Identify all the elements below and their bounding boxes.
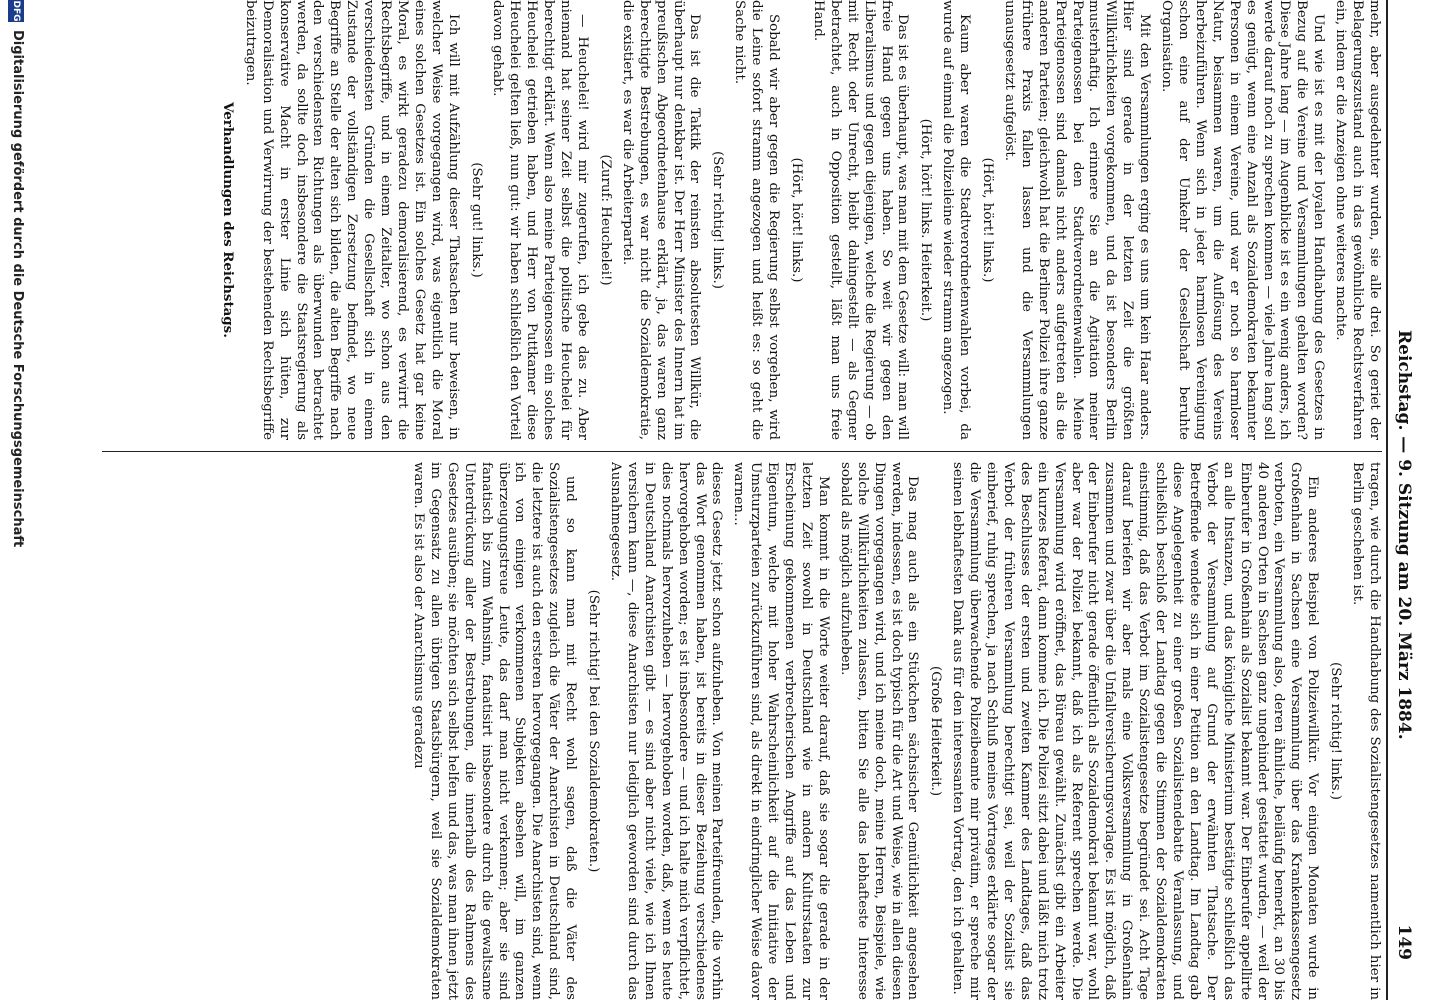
page-header [1390,0,1414,1000]
interjection: (Sehr richtig! links.) [1328,662,1344,800]
paragraph: Das mag auch als ein Stückchen sächsischer Gemütlichkeit angesehen werden, indessen, es ist doch typisch für die Art und Weise, wie in allen diesen Dingen vorgegangen wird, und ich meine doch, meine Herren, Beispiele, wie solche Willkürlichkeiten zulassen, bitten Sie alle das lebhafteste Interesse sobald als möglich aufzuheben. [837,462,921,1000]
interjection: (Sehr richtig! links.) [710,151,726,289]
paragraph: Das ist es überhaupt, was man mit dem Gesetze will: man will freie Hand gegen uns haben. So weit wir gegen den Liberalismus und gegen diejenigen, welche die Regierung — ob mit Recht oder Unrecht, bleibt dahingestellt — als Gegner betrachtet, auch in Opposition gestellt, läßt man uns freie Hand. [810,0,911,440]
proceedings-footer: Verhandlungen des Reichstags. [219,102,236,338]
paragraph: — Heuchelei! wird mir zugerufen, ich gebe das zu. Aber niemand hat seiner Zeit selbst die politische Heuchelei für berechtigt erklärt. Wenn also meine Parteigenossen ein solches Heuchelei getrieben haben, und Herr von Puttkamer diese Heuchelei gelten ließ, nun gut: wir haben schließlich den Vorteil davon gehabt. [490,0,591,440]
paragraph: Ich will mit Aufzählung dieser Thatsachen nur beweisen, in welcher Weise vorgegangen wird, was eigentlich die Moral eines solchen Gesetzes ist. Ein solches Gesetz hat gar keine Moral, es wirkt geradezu demoralisierend, es verwirrt die Rechtsbegriffe, und in einem Zeitalter, wo schon aus den verschiedensten Gründen die Gesellschaft sich in einem Zustande der vollständigen Zersetzung befindet, wo neue Begriffe an Stelle der alten sich bilden, die alten Begriffe nach den verschiedensten Richtungen als überwunden betrachtet werden, da sollte doch insbesondere die Staatsregierung als konservative Macht in erster Linie sich hüten, zur Demoralisation und Verwirrung der bestehenden Rechtsbegriffe beizutragen. [242,0,461,440]
page-number: 149 [1394,924,1414,960]
interjection: (Hört, hört! links. Heiterkeit.) [918,118,934,322]
digitization-credit: Digitalisierung gefördert durch die Deutsche Forschungsgemeinschaft [10,30,25,548]
paragraph: Man kommt in die Worte weiter darauf, daß sie sogar die gerade in der letzten Zeit sowohl in Deutschland wie in andern Kulturstaaten zur Erscheinung gekommenen verbrecherischen Angriffe auf das Leben und Eigentum, welche mit hoher Wahrscheinlichkeit auf die Initiative der Umsturzparteien zurückzuführen sind, als direkt in eindringlicher Weise davor warnen... [731,462,831,1000]
interjection: (Sehr richtig! bei den Sozialdemokraten.) [586,589,602,873]
header-rule [1386,0,1388,1000]
paragraph: tragen, wie durch die Handhabung des Sozialistengesetzes namentlich hier in Berlin geschehen ist. [1350,462,1382,1000]
interjection: (Hört, hört! links.) [789,157,804,283]
interjection: (Zuruf: Heuchelei!) [597,154,613,286]
right-column [16,462,1382,1000]
paragraph: mehr, aber ausgedehnter wurden, sie alle drei. So geriet der Belagerungszustand auch in das gewöhnliche Rechtsverfahren ein, indem er die Anzeigen ohne weiteres machte. [1333,0,1382,440]
paragraph: Und wie ist es mit der loyalen Handhabung des Gesetzes in Bezug auf die Vereine und Versammlungen gehalten worden? Diese Jahre lang — im Augenblicke ist es ein wenig anders, ich werde darauf noch zu sprechen kommen — viele Jahre lang soll es genügt, wenn eine Anzahl als Sozialdemokraten bekannter Personen in einem Vereine, und war er noch so harmloser Natur, beisammen waren, um die Auflösung des Vereins herbeizuführen. Wenn sich in jeder harmlosen Vereinigung schon eine auf der Umkehr der Gesellschaft beruhte Organisation. [1159,0,1327,440]
left-column [16,0,1382,440]
paragraph: Das ist die Taktik der reinsten absolutesten Willkür, die überhaupt nur denkbar ist. Der Herr Minister des Innern hat im preußischen Abgeordnetenhause erklärt, ja, das waren ganz berechtigte Bestrebungen, es war nicht die Sozialdemokratie, die existiert, es war die Arbeiterpartei. [619,0,703,440]
dfg-logo: DFG [8,0,24,22]
paragraph: Sobald wir aber gegen die Regierung selbst vorgehen, wird die Leine sofort stramm angezogen und heißt es: so geht die Sache nicht. [732,0,782,440]
header-title: Reichstag. — 9. Sitzung am 20. März 1884. [1394,330,1414,740]
paragraph: Mit den Versammlungen erging es uns um kein Haar anders. Hier sind gerade in der letzten Zeit die größten Willkürlichkeiten vorgekommen, und da ist besonders Berlin musterhaftig. Ich erinnere Sie an die Agitation meiner Parteigenossen bei den Stadtverordnetenwahlen. Meine Parteigenossen sind damals nicht anders aufgetreten als die anderen Parteien; gleichwohl hat die Berliner Polizei ihre ganze frühere Praxis fallen lassen und die Versammlungen unausgesetzt aufgelöst. [1001,0,1153,440]
interjection: (Große Heiterkeit.) [928,665,944,797]
column-divider [20,451,1382,452]
paragraph: Ein anderes Beispiel von Polizeiwillkür. Vor einigen Monaten wurde in Großenhain in Sachsen eine Versammlung über das Krankenkassengesetz verboten, ein Versammlung also, deren ähnliche, beiläufig bemerkt, an 30 bis 40 anderen Orten in Sachsen ganz ungehindert gestattet wurden, — weil der Einberufer in Großenhain als Sozialist bekannt war. Der Einberufer appellirte an alle Instanzen, und das königliche Ministerium bestätigte schließlich das Verbot der Versammlung auf Grund der erwähnten Thatsache. Der Betreffende wendete sich in einer Petition an den Landtag. Im Landtag gab diese Angelegenheit zu einer großen Sozialistendebatte Veranlassung, und schließlich beschloß der Landtag gegen die Stimmen der Sozialdemokraten einstimmig, daß das Verbot im Sozialistengesetze begründet sei. Acht Tage darauf beriefen wir aber mals eine Volksversammlung in Großenhain zusammen und zwar über die Unfallversicherungsvorlage. Es ist möglich, daß der Einberufer nicht gerade öffentlich als Sozialdemokrat bekannt war, wohl aber war der Polizei bekannt, daß ich als Referent sprechen werde. Die Versammlung wird eröffnet, das Büreau gewählt. Zunächst gibt ein Arbeiter ein kurzes Referat, dann komme ich. Die Polizei sitzt dabei und läßt mich trotz des Beschlusses der ersten und zweiten Kammer des Landtages, daß das Verbot der früheren Versammlung berechtigt sei, weil der Sozialist sie einberief, ruhig sprechen, ja nach Schluß meines Vortrages erklärte sogar der die Versammlung überwachende Polizeibeamte mir privatim, er spreche mir seinen lebhaftesten Dank aus für den interessanten Vortrag, den ich gehalten. [950,462,1321,1000]
interjection: (Hört, hört! links.) [980,157,996,283]
interjection: (Sehr gut! links.) [468,162,484,278]
paragraph: dieses Gesetz jetzt schon aufzuheben. Von meinen Parteifreunden, die vorhin das Wort genommen haben, ist bereits in dieser Beziehung verschiedenes hervorgehoben worden; es ist insbesondere — und ich halte mich verpflichtet, dies nochmals hervorzuheben — hervorgehoben worden, daß, wenn es heute in Deutschland Anarchisten gibt — es sind aber nicht viele, wie ich Ihnen versichern kann —, diese Anarchisten nur lediglich geworden sind durch das Ausnahmegesetz. [608,462,725,1000]
paragraph: Kaum aber waren die Stadtverordnetenwahlen vorbei, da wurde auf einmal die Polizeileine wieder stramm angezogen. [940,0,973,440]
digitization-footer [0,0,102,1000]
paragraph: und so kann man mit Recht wohl sagen, daß die Väter des Sozialistengesetzes zugleich die Väter der Anarchisten in Deutschland sind, die letztere ist auch den ersteren hervorgegangen. Die Anarchisten sind, wenn ich von einigen verkommenen Subjekten absehen will, im ganzen überzeugungstreue Leute, das darf man nicht verkennen; aber sie sind fanatisch bis zum Wahnsinn, fanatisirt insbesondere durch die gewaltsame Unterdrückung aller der Bestrebungen, die innerhalb des Rahmens des Gesetzes ausüben; sie möchten sich selbst helfen und das, was man ihnen jetzt im Gegensatz zu allen übrigen Staatsbürgern, weil sie Sozialdemokraten waren. Es ist also der Anarchismus geradezu [411,462,579,1000]
